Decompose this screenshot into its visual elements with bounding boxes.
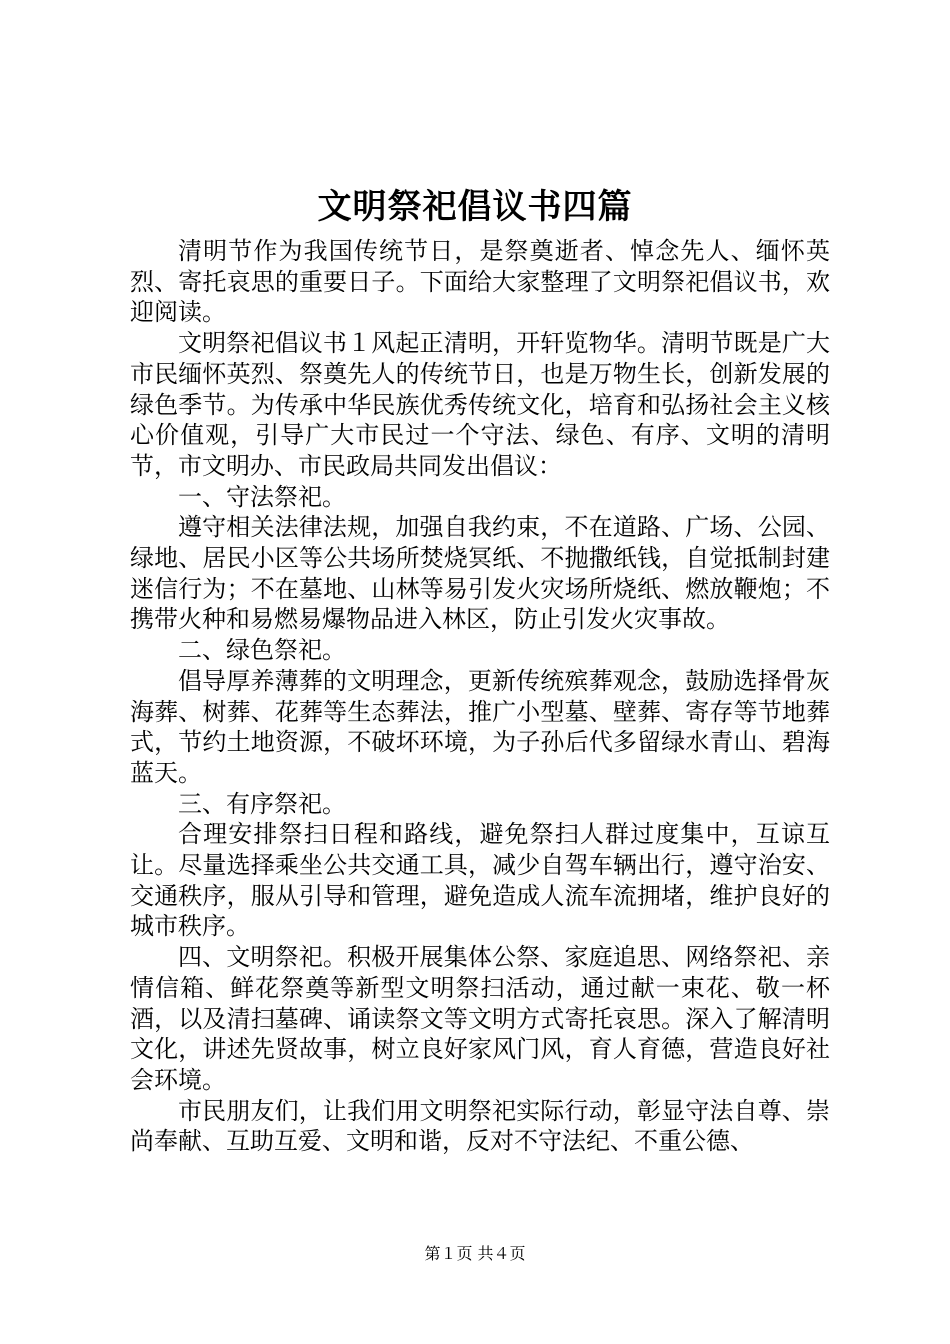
paragraph-proposal-1: 文明祭祀倡议书１风起正清明，开轩览物华。清明节既是广大市民缅怀英烈、祭奠先人的传统节日，也是万物生长，创新发展的绿色季节。为传承中华民族优秀传统文化，培育和弘扬社会主义核心价值观，引导广大市民过一个守法、绿色、有序、文明的清明节，市文明办、市民政局共同发出倡议：: [130, 329, 830, 480]
paragraph-green-worship: 倡导厚养薄葬的文明理念，更新传统殡葬观念，鼓励选择骨灰海葬、树葬、花葬等生态葬法，推广小型墓、壁葬、寄存等节地葬式，节约土地资源，不破坏环境，为子孙后代多留绿水青山、碧海蓝天。: [130, 666, 830, 787]
heading-orderly-worship: 三、有序祭祀。: [178, 789, 346, 818]
page-number: 第１页 共４页: [424, 1244, 526, 1263]
paragraph-orderly-worship: 合理安排祭扫日程和路线，避免祭扫人群过度集中，互谅互让。尽量选择乘坐公共交通工具，减少自驾车辆出行，遵守治安、交通秩序，服从引导和管理，避免造成人流车流拥堵，维护良好的城市秩序。: [130, 820, 830, 941]
heading-lawful-worship: 一、守法祭祀。: [178, 482, 346, 511]
paragraph-intro: 清明节作为我国传统节日，是祭奠逝者、悼念先人、缅怀英烈、寄托哀思的重要日子。下面给大家整理了文明祭祀倡议书，欢迎阅读。: [130, 237, 830, 327]
paragraph-closing: 市民朋友们，让我们用文明祭祀实际行动，彰显守法自尊、崇尚奉献、互助互爱、文明和谐，反对不守法纪、不重公德、: [130, 1096, 830, 1156]
document-title: 文明祭祀倡议书四篇: [317, 187, 633, 227]
paragraph-civilized-worship: 四、文明祭祀。积极开展集体公祭、家庭追思、网络祭祀、亲情信箱、鲜花祭奠等新型文明祭扫活动，通过献一束花、敬一杯酒，以及清扫墓碑、诵读祭文等文明方式寄托哀思。深入了解清明文化，讲述先贤故事，树立良好家风门风，育人育德，营造良好社会环境。: [130, 943, 830, 1094]
heading-green-worship: 二、绿色祭祀。: [178, 636, 346, 665]
document-body: [130, 236, 830, 1157]
paragraph-lawful-worship: 遵守相关法律法规，加强自我约束，不在道路、广场、公园、绿地、居民小区等公共场所焚烧冥纸、不抛撒纸钱，自觉抵制封建迷信行为；不在墓地、山林等易引发火灾场所烧纸、燃放鞭炮；不携带火种和易燃易爆物品进入林区，防止引发火灾事故。: [130, 513, 830, 634]
